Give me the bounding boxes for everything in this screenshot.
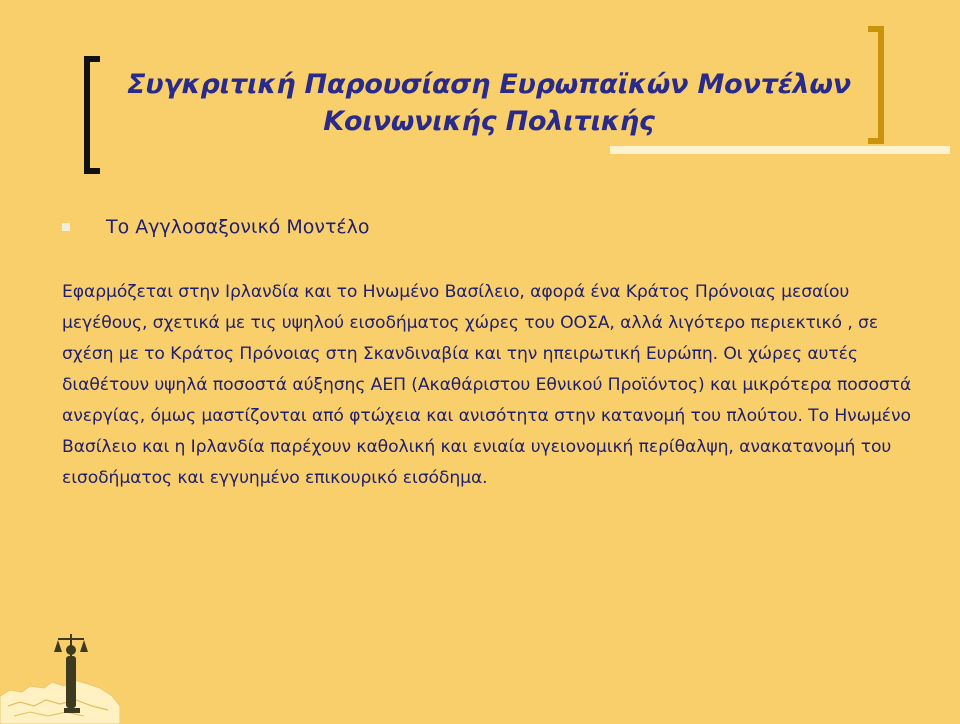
slide-title: Συγκριτική Παρουσίαση Ευρωπαϊκών Μοντέλων Κοινωνικής Πολιτικής <box>127 69 851 137</box>
justice-statue-icon <box>0 626 120 724</box>
title-underline-decoration <box>610 146 950 154</box>
square-bullet-icon <box>62 223 70 231</box>
bullet-heading: Το Αγγλοσαξονικό Μοντέλο <box>106 216 370 238</box>
bullet-item <box>62 214 370 240</box>
body-paragraph: Εφαρμόζεται στην Ιρλανδία και το Ηνωμένο Βασίλειο, αφορά ένα Κράτος Πρόνοιας μεσαίου μεγέθους, σχετικά με τις υψηλού εισοδήματος χώρες του ΟΟΣΑ, αλλά λιγότερο περιεκτικό , σε σχέση με το Κράτος Πρόνοιας στη Σκανδιναβία και την ηπειρωτική Ευρώπη. Οι χώρες αυτές διαθέτουν υψηλά ποσοστά αύξησης ΑΕΠ (Ακαθάριστου Εθνικού Προϊόντος) και μικρότερα ποσοστά ανεργίας, όμως μαστίζονται από φτώχεια και ανισότητα στην κατανομή του πλούτου. Το Ηνωμένο Βασίλειο και η Ιρλανδία παρέχουν καθολική και ενιαία υγειονομική περίθαλψη, ανακατανομή του εισοδήματος και εγγυημένο επικουρικό εισόδημα. <box>62 282 912 488</box>
left-bracket-decoration <box>84 56 100 174</box>
europe-map-icon <box>0 680 120 724</box>
